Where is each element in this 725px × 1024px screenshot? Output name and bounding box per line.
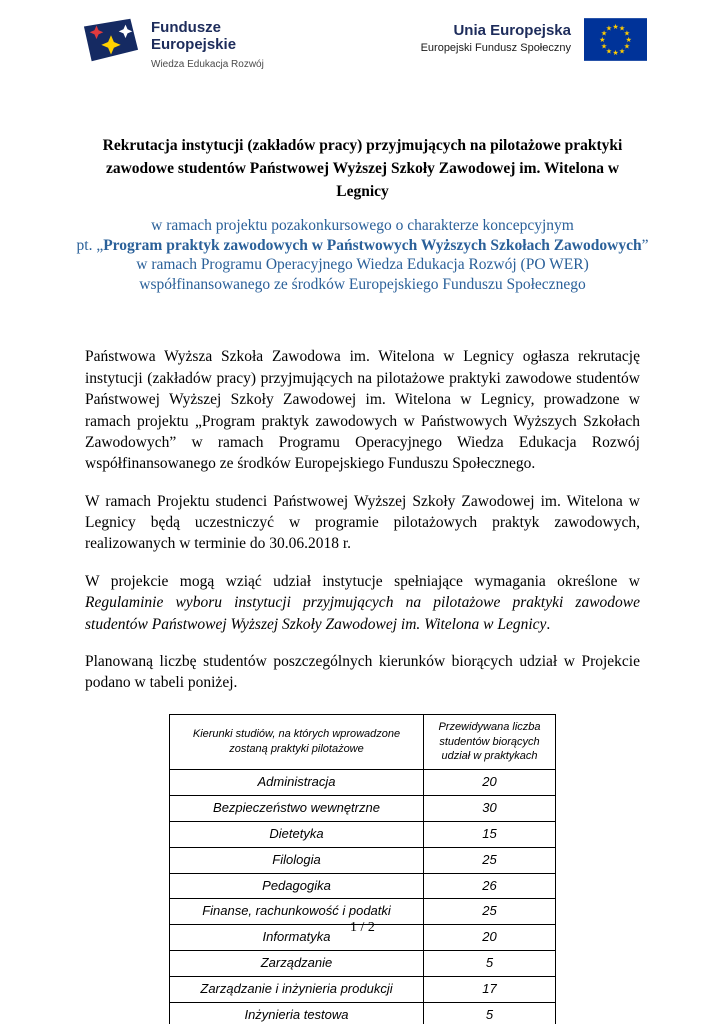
paragraph-3 <box>85 571 640 635</box>
document-title: Rekrutacja instytucji (zakładów pracy) przyjmujących na pilotażowe praktyki zawodowe studentów Państwowej Wyższej Szkoły Zawodowej im. Witelona w Legnicy <box>102 136 623 201</box>
table-row <box>170 847 556 873</box>
unia-europejska-subtitle: Europejski Fundusz Społeczny <box>420 42 571 54</box>
subtitle-line2-prefix: pt. „ <box>76 236 104 254</box>
table-head <box>170 714 556 770</box>
svg-text:★: ★ <box>600 28 608 38</box>
unia-europejska-text <box>421 18 571 54</box>
liczba-cell: 20 <box>424 925 556 951</box>
unia-europejska-title: Unia Europejska <box>453 22 571 39</box>
kierunek-cell: Filologia <box>170 847 424 873</box>
fundusze-europejskie-subtitle: Wiedza Edukacja Rozwój <box>151 58 264 70</box>
svg-text:★: ★ <box>600 41 608 51</box>
table-row <box>170 1002 556 1024</box>
kierunek-cell: Informatyka <box>170 925 424 951</box>
paragraph-3-normal: W projekcie mogą wziąć udział instytucje spełniające wymagania określone w <box>85 572 640 590</box>
liczba-cell: 17 <box>424 976 556 1002</box>
svg-text:★: ★ <box>625 35 632 45</box>
subtitle-line2-suffix: ” <box>641 236 649 254</box>
liczba-cell: 25 <box>424 847 556 873</box>
paragraph-3-italic: Regulaminie wyboru instytucji przyjmujących na pilotażowe praktyki zawodowe studentów Państwowej Wyższej Szkoły Zawodowej im. Witelona w Legnicy <box>85 594 640 633</box>
kierunek-cell: Administracja <box>170 770 424 796</box>
table-row <box>170 951 556 977</box>
table-body <box>170 770 556 1024</box>
kierunki-column-header: Kierunki studiów, na których wprowadzone zostaną praktyki pilotażowe <box>170 714 424 770</box>
liczba-cell: 5 <box>424 1002 556 1024</box>
svg-text:★: ★ <box>618 46 626 56</box>
svg-text:★: ★ <box>612 48 619 58</box>
table-row <box>170 873 556 899</box>
fe-title-line2: Europejskie <box>151 35 237 53</box>
kierunek-cell: Finanse, rachunkowość i podatki <box>170 899 424 925</box>
liczba-cell: 5 <box>424 951 556 977</box>
body-text <box>85 346 640 693</box>
liczba-cell: 26 <box>424 873 556 899</box>
kierunek-cell: Zarządzanie i inżynieria produkcji <box>170 976 424 1002</box>
kierunek-cell: Dietetyka <box>170 821 424 847</box>
svg-text:★: ★ <box>605 23 613 33</box>
subtitle-line1: w ramach projektu pozakonkursowego o charakterze koncepcyjnym <box>151 217 574 235</box>
liczba-cell: 15 <box>424 821 556 847</box>
kierunek-cell: Bezpieczeństwo wewnętrzne <box>170 796 424 822</box>
table-row <box>170 976 556 1002</box>
paragraph-4: Planowaną liczbę studentów poszczególnych kierunków biorących udział w Projekcie podano w tabeli poniżej. <box>85 652 640 692</box>
svg-text:★: ★ <box>605 46 613 56</box>
liczba-cell: 20 <box>424 770 556 796</box>
kierunek-cell: Inżynieria testowa <box>170 1002 424 1024</box>
table-header-row <box>170 714 556 770</box>
unia-europejska-logo <box>421 18 647 61</box>
fundusze-europejskie-flag-icon <box>82 18 140 64</box>
kierunki-table <box>169 714 556 1024</box>
svg-text:★: ★ <box>623 41 631 51</box>
kierunek-cell: Zarządzanie <box>170 951 424 977</box>
svg-text:★: ★ <box>618 23 626 33</box>
svg-text:★: ★ <box>623 28 631 38</box>
subtitle-line3: w ramach Programu Operacyjnego Wiedza Edukacja Rozwój (PO WER) <box>136 256 589 274</box>
document-subtitle <box>70 216 655 294</box>
liczba-cell: 25 <box>424 899 556 925</box>
fundusze-europejskie-logo <box>82 18 264 70</box>
subtitle-line4: współfinansowanego ze środków Europejskiego Funduszu Społecznego <box>139 275 586 293</box>
fe-title-line1: Fundusze <box>151 19 221 36</box>
fundusze-europejskie-text <box>151 18 264 70</box>
header <box>0 0 725 70</box>
liczba-column-header: Przewidywana liczba studentów biorących udział w praktykach <box>424 714 556 770</box>
table-row <box>170 796 556 822</box>
fundusze-europejskie-title <box>151 20 264 54</box>
paragraph-2: W ramach Projektu studenci Państwowej Wyższej Szkoły Zawodowej im. Witelona w Legnicy będą uczestniczyć w programie pilotażowych praktyk zawodowych, realizowanych w terminie do 30.06.2018 r. <box>85 492 640 553</box>
subtitle-line2-bold: Program praktyk zawodowych w Państwowych Wyższych Szkołach Zawodowych <box>103 236 642 254</box>
table-row <box>170 770 556 796</box>
table-row <box>170 821 556 847</box>
paragraph-3-end: . <box>546 615 551 633</box>
svg-text:★: ★ <box>599 35 606 45</box>
kierunek-cell: Pedagogika <box>170 873 424 899</box>
liczba-cell: 30 <box>424 796 556 822</box>
page-number: 1 / 2 <box>350 920 375 935</box>
svg-text:★: ★ <box>612 21 619 31</box>
paragraph-1: Państwowa Wyższa Szkoła Zawodowa im. Witelona w Legnicy ogłasza rekrutację instytucji (zakładów pracy) przyjmujących na pilotażowe praktyki zawodowe studentów Państwowej Wyższej Szkoły Zawodowej im. Witelona w Legnicy, prowadzone w ramach projektu „Program praktyk zawodowych w Państwowych Wyższych Szkołach Zawodowych” w ramach Programu Operacyjnego Wiedza Edukacja Rozwój współfinansowanego ze środków Europejskiego Funduszu Społecznego. <box>85 348 640 473</box>
eu-flag-icon <box>584 18 647 61</box>
